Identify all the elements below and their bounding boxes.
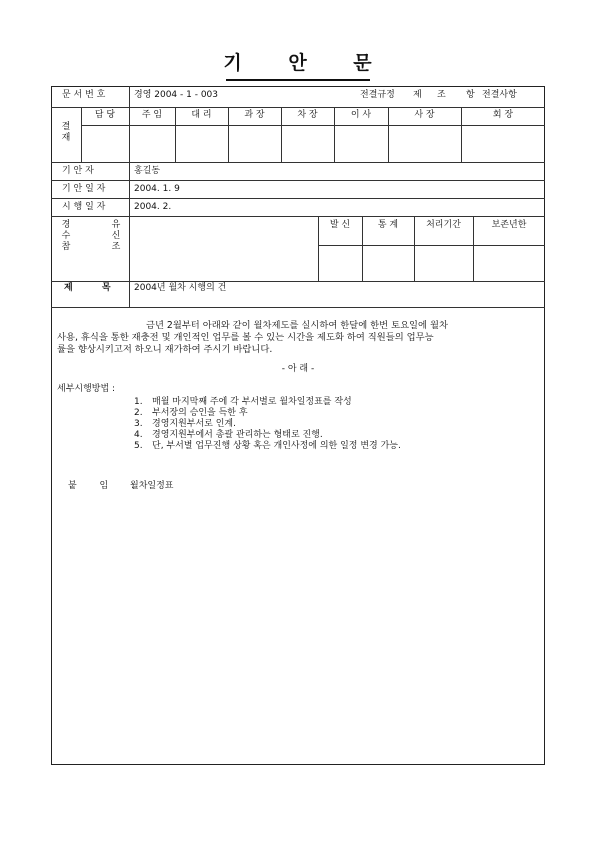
body-paragraph-line: 률을 향상시키고저 하오니 재가하여 주시기 바랍니다. [57, 344, 273, 355]
exec-date-value: 2004. 2. [134, 202, 172, 212]
drafter-value: 홍길동 [134, 166, 161, 176]
below-marker: - 아 래 - [281, 364, 315, 374]
subject-value: 2004년 월차 시행의 건 [134, 283, 227, 293]
send-label: 발 신 [329, 220, 351, 230]
row-divider [51, 281, 545, 282]
body-paragraph-line: 사용, 휴식을 통한 재충전 및 개인적인 업무를 볼 수 있는 시간을 제도화 하여 직원들의 업무능 [57, 332, 434, 343]
draft-date-label: 기 안 일 자 [62, 184, 106, 194]
approval-role: 사 장 [414, 110, 435, 120]
approval-role: 이 사 [350, 110, 372, 120]
delegation-rule-label: 전결규정 [360, 90, 395, 100]
methods-label: 세부시행방법 : [57, 384, 116, 394]
row-divider [51, 307, 545, 308]
subject-label: 제 목 [64, 283, 111, 293]
col-divider [129, 86, 130, 107]
row-divider [81, 125, 545, 126]
method-item-text: 단, 부서별 업무진행 상황 혹은 개인사정에 의한 일정 변경 가능. [152, 441, 401, 451]
article-suffix: 조 [437, 90, 446, 100]
method-item-text: 매월 마지막째 주에 각 부서별로 월차일정표를 작성 [152, 397, 352, 407]
method-item-number: 1. [134, 397, 143, 407]
retention-label: 보존년한 [491, 220, 527, 230]
attachment-label: 붙 임 : [68, 481, 135, 491]
row-divider [51, 216, 545, 217]
exec-date-label: 시 행 일 자 [62, 202, 106, 212]
approval-role: 주 임 [141, 110, 163, 120]
draft-date-value: 2004. 1. 9 [134, 184, 180, 194]
form-frame [51, 86, 545, 765]
row-divider [51, 180, 545, 181]
approval-role: 차 장 [297, 110, 318, 120]
method-item-text: 경영지원부에서 총괄 관리하는 형태로 진행. [152, 430, 323, 440]
drafter-label: 기 안 자 [62, 166, 94, 176]
document-title: 기 안 문 [223, 52, 392, 74]
method-item-text: 경영지원부서로 인계. [152, 419, 236, 429]
row-divider [318, 245, 545, 246]
article-label: 제 [413, 90, 422, 100]
method-item-text: 부서장의 승인을 득한 후 [152, 408, 248, 418]
method-item-number: 5. [134, 441, 143, 451]
approval-role: 회 장 [492, 110, 514, 120]
recipient-label: 경 수 참 [61, 220, 71, 252]
approval-role: 대 리 [191, 110, 212, 120]
row-divider [51, 107, 545, 108]
body-paragraph-line: 금년 2월부터 아래와 같이 월차제도를 실시하여 한달에 한번 토요일에 월차 [146, 320, 448, 331]
col-divider [129, 162, 130, 216]
col-divider [129, 281, 130, 307]
attachment-value: 월차일정표 [130, 481, 174, 491]
recipient-label-right: 유 신 조 [111, 220, 121, 252]
method-item-number: 4. [134, 430, 143, 440]
col-divider [129, 216, 130, 281]
clause-label: 항 [466, 90, 475, 100]
row-divider [51, 198, 545, 199]
title-underline [226, 79, 370, 81]
doc-no-label: 문 서 번 호 [62, 90, 106, 100]
control-label: 통 계 [377, 220, 399, 230]
approval-label: 결 재 [61, 122, 71, 143]
approval-role: 담 당 [94, 110, 116, 120]
method-item-number: 3. [134, 419, 143, 429]
approval-role: 과 장 [244, 110, 265, 120]
delegation-item-label: 전결사항 [482, 90, 517, 100]
doc-no-value: 경영 2004 - 1 - 003 [134, 90, 218, 100]
method-item-number: 2. [134, 408, 143, 418]
deadline-label: 처리기간 [426, 220, 461, 230]
row-divider [51, 162, 545, 163]
